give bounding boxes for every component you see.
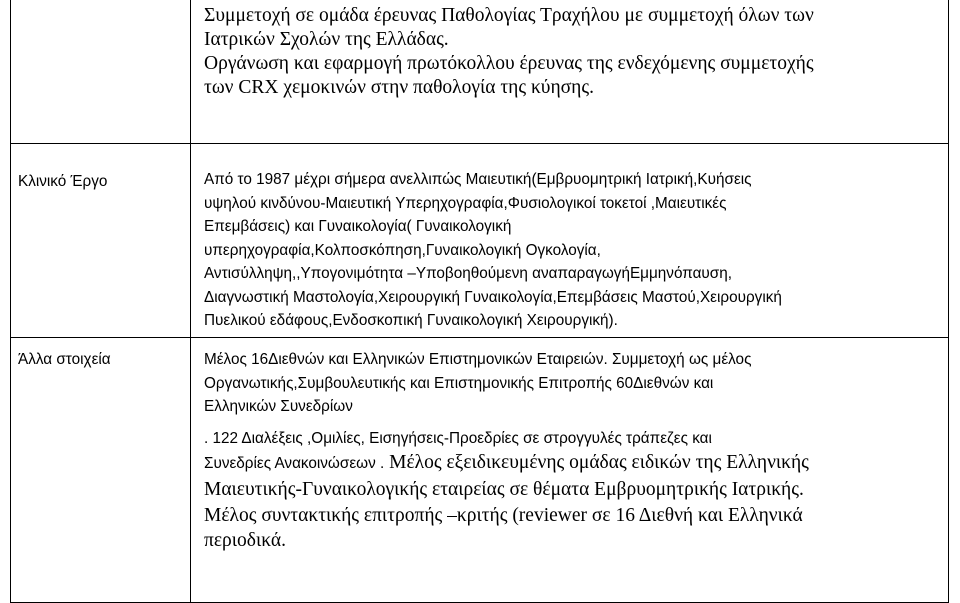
text-line: υπερηχογραφία,Κολποσκόπηση,Γυναικολογική Ογκολογία, [204, 241, 601, 259]
text-line: περιοδικά. [204, 530, 286, 551]
table-column-divider [190, 0, 191, 603]
text-line: Συμμετοχή σε ομάδα έρευνας Παθολογίας Τραχήλου με συμμετοχή όλων των [204, 5, 814, 26]
row-label-other-details: Άλλα στοιχεία [18, 351, 111, 368]
text-segment: Μέλος εξειδικευμένης ομάδας ειδικών της Ελληνικής [384, 452, 809, 473]
text-line: υψηλού κινδύνου-Μαιευτική Υπερηχογραφία,Φυσιολογικοί τοκετοί ,Μαιευτικές [204, 194, 727, 212]
other-details-paragraph-1 [204, 348, 751, 419]
text-line: Αντισύλληψη,,Υπογονιμότητα –Υποβοηθούμενη αναπαραγωγήΕμμηνόπαυση, [204, 265, 732, 282]
text-line: Ελληνικών Συνεδρίων [204, 398, 353, 415]
text-line: Μαιευτικής-Γυναικολογικής εταιρείας σε θέματα Εμβρυομητρικής Ιατρικής. [204, 479, 804, 500]
text-line: Επεμβάσεις) και Γυναικολογία( Γυναικολογική [204, 218, 512, 235]
clinical-work-text [204, 168, 782, 333]
text-line: Διαγνωστική Μαστολογία,Χειρουργική Γυναικολογία,Επεμβάσεις Μαστού,Χειρουργική [204, 288, 782, 306]
row-label-clinical-work: Κλινικό Έργο [18, 173, 108, 190]
table-right-border [948, 0, 949, 603]
table-row-divider [10, 337, 949, 338]
text-line: Μέλος συντακτικής επιτροπής –κριτής (reviewer σε 16 Διεθνή και Ελληνικά [204, 504, 803, 526]
other-details-paragraph-2-line-1: . 122 Διαλέξεις ,Ομιλίες, Εισηγήσεις-Προεδρίες σε στρογγυλές τράπεζες και [204, 430, 712, 447]
other-details-paragraph-2-rest [204, 477, 804, 554]
table-left-border [10, 0, 11, 603]
other-details-paragraph-2-line-2 [204, 451, 809, 476]
text-segment: Συνεδρίες Ανακοινώσεων . [204, 455, 385, 472]
text-line: Ιατρικών Σχολών της Ελλάδας. [204, 29, 449, 50]
text-line: των CRX χεμοκινών στην παθολογία της κύησης. [204, 77, 594, 98]
top-cell-text [204, 4, 814, 100]
text-line: Οργάνωση και εφαρμογή πρωτόκολλου έρευνας της ενδεχόμενης συμμετοχής [204, 53, 814, 74]
text-line: Μέλος 16Διεθνών και Ελληνικών Επιστημονικών Εταιρειών. Συμμετοχή ως μέλος [204, 351, 752, 368]
text-line: Από το 1987 μέχρι σήμερα ανελλιπώς Μαιευτική(Εμβρυομητρική Ιατρική,Κυήσεις [204, 171, 752, 188]
text-line: Οργανωτικής,Συμβουλευτικής και Επιστημονικής Επιτροπής 60Διεθνών και [204, 374, 714, 392]
table-row-divider [10, 143, 949, 144]
text-line: Πυελικού εδάφους,Ενδοσκοπική Γυναικολογική Χειρουργική). [204, 312, 618, 329]
